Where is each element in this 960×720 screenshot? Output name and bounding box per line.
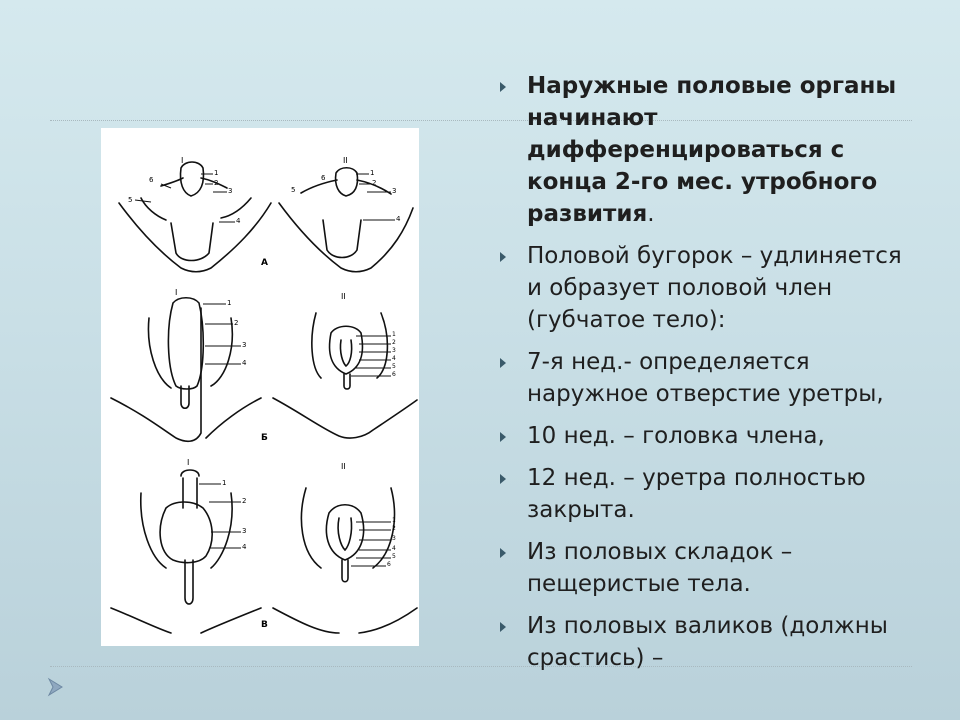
callout-a1-4: 4 <box>236 217 241 225</box>
embryology-figure <box>101 128 419 646</box>
callout-b2-6: 6 <box>392 371 396 378</box>
callout-b2-4: 4 <box>392 355 396 362</box>
callout-b2-2: 2 <box>392 339 396 346</box>
callout-c1-1: 1 <box>222 479 227 487</box>
col-label-b1: I <box>175 288 178 297</box>
bullet-text: Из половых валиков (должны срастись) – <box>527 613 888 671</box>
callout-a1-5: 5 <box>128 196 133 204</box>
bullet-arrow-icon <box>500 548 506 558</box>
callout-a2-3: 3 <box>392 187 397 195</box>
next-slide-arrow-icon[interactable] <box>44 676 66 698</box>
bullet-arrow-icon <box>500 82 506 92</box>
callout-b2-3: 3 <box>392 347 396 354</box>
figure-drawing <box>101 128 419 646</box>
bullet-text: Половой бугорок – удлиняется и образует половой член (губчатое тело): <box>527 243 902 333</box>
col-label-b2: II <box>341 292 346 301</box>
callout-c2-6: 6 <box>387 561 391 568</box>
callout-b1-1: 1 <box>227 299 232 307</box>
callout-a1-6: 6 <box>149 176 154 184</box>
bullet-arrow-icon <box>500 252 506 262</box>
callout-c2-4: 4 <box>392 545 396 552</box>
callout-c1-3: 3 <box>242 527 247 535</box>
bullet-arrow-icon <box>500 358 506 368</box>
bullet-text: 12 нед. – уретра полностью закрыта. <box>527 465 866 523</box>
callout-c2-1: 1 <box>392 517 396 524</box>
row-letter-a: А <box>261 258 268 268</box>
callout-a2-6: 6 <box>321 174 326 182</box>
callout-a1-2: 2 <box>214 179 219 187</box>
callout-a2-5: 5 <box>291 186 296 194</box>
callout-b1-4: 4 <box>242 359 247 367</box>
callout-a1-3: 3 <box>228 187 233 195</box>
bullet-list <box>496 70 916 684</box>
bullet-item <box>496 346 916 410</box>
callout-c2-5: 5 <box>392 553 396 560</box>
callout-b2-1: 1 <box>392 331 396 338</box>
bullet-text: Из половых складок – пещеристые тела. <box>527 539 793 597</box>
col-label-c1: I <box>187 458 190 467</box>
callout-b2-5: 5 <box>392 363 396 370</box>
callout-b1-3: 3 <box>242 341 247 349</box>
callout-c2-3: 3 <box>392 535 396 542</box>
bullet-item <box>496 462 916 526</box>
bullet-text-period: . <box>647 201 655 227</box>
callout-b1-2: 2 <box>234 319 239 327</box>
row-letter-b: Б <box>261 433 268 443</box>
bullet-text: 7-я нед.- определяется наружное отверстие уретры, <box>527 349 884 407</box>
bullet-item <box>496 420 916 452</box>
row-letter-c: В <box>261 620 268 630</box>
callout-c1-2: 2 <box>242 497 247 505</box>
col-label-a1: I <box>181 156 184 165</box>
callout-c1-4: 4 <box>242 543 247 551</box>
bullet-arrow-icon <box>500 622 506 632</box>
callout-a1-1: 1 <box>214 169 219 177</box>
col-label-a2: II <box>343 156 348 165</box>
bullet-item <box>496 610 916 674</box>
bullet-text: 10 нед. – головка члена, <box>527 423 825 449</box>
bullet-arrow-icon <box>500 432 506 442</box>
callout-a2-1: 1 <box>370 169 375 177</box>
bullet-text-bold: Наружные половые органы начинают дифференцироваться с конца 2-го мес. утробного развития <box>527 73 897 227</box>
bullet-item <box>496 70 916 230</box>
callout-a2-4: 4 <box>396 215 401 223</box>
col-label-c2: II <box>341 462 346 471</box>
bullet-arrow-icon <box>500 474 506 484</box>
bullet-item <box>496 240 916 336</box>
callout-c2-2: 2 <box>392 525 396 532</box>
callout-a2-2: 2 <box>372 179 377 187</box>
bullet-item <box>496 536 916 600</box>
